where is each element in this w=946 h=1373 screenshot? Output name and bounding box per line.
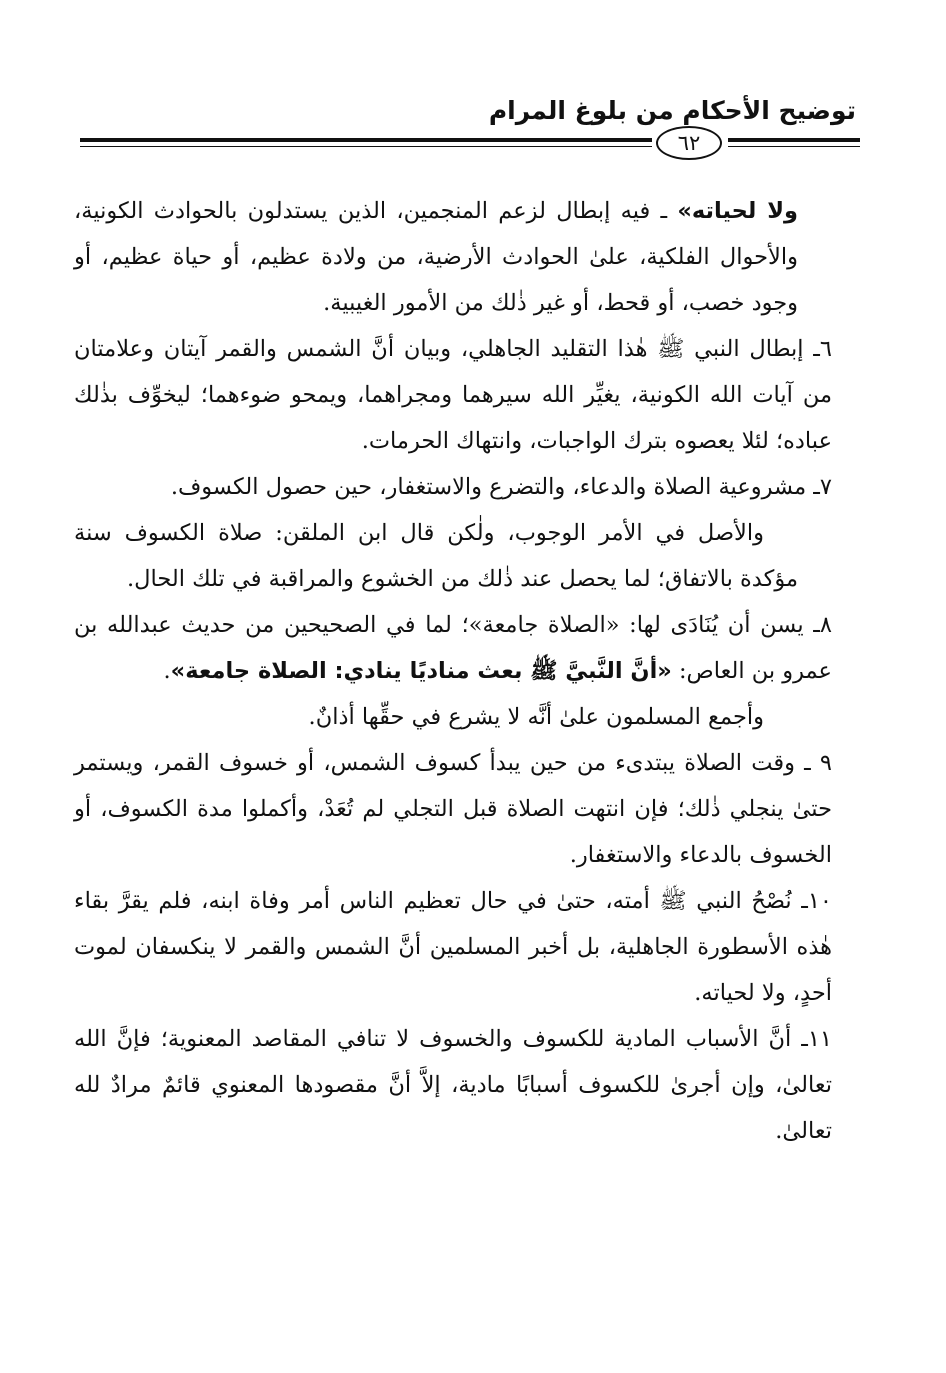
header-rule-thick-left bbox=[80, 138, 652, 142]
page-header bbox=[80, 96, 860, 166]
header-rule-thin-right bbox=[728, 146, 860, 147]
list-item-6: ٦ـ إبطال النبي ﷺ هٰذا التقليد الجاهلي، وبيان أنَّ الشمس والقمر آيتان وعلامتان من آيات الله الكونية، يغيِّر الله سيرهما ومجراهما، ويمحو ضوءهما؛ ليخوِّف بذٰلك عباده؛ لئلا يعصوه بترك الواجبات، وانتهاك الحرمات. bbox=[74, 336, 832, 454]
list-item-8 bbox=[74, 602, 832, 694]
page-number: ٦٢ bbox=[656, 126, 722, 160]
paragraph-continuation bbox=[74, 188, 832, 326]
list-item-9: ٩ ـ وقت الصلاة يبتدىء من حين يبدأ كسوف الشمس، أو خسوف القمر، ويستمر حتىٰ ينجلي ذٰلك؛ فإن انتهت الصلاة قبل التجلي لم تُعَدْ، وأكملوا مدة الكسوف، أو الخسوف بالدعاء والاستغفار. bbox=[74, 750, 832, 868]
bold-quote-end: ولا لحياته» bbox=[677, 198, 798, 224]
paragraph-text: ٨ـ يسن أن يُنَادَى لها: «الصلاة جامعة»؛ لما في الصحيحين من حديث عبدالله بن عمرو بن العاص: bbox=[74, 612, 832, 684]
hadith-quote: «أنَّ النَّبيَّ ﷺ بعث مناديًا ينادي: الصلاة جامعة» bbox=[170, 658, 672, 684]
list-item-11: ١١ـ أنَّ الأسباب المادية للكسوف والخسوف لا تنافي المقاصد المعنوية؛ فإنَّ الله تعالىٰ، وإن أجرىٰ للكسوف أسبابًا مادية، إلاَّ أنَّ مقصودها المعنوي قائمٌ مرادٌ لله تعالىٰ. bbox=[74, 1026, 832, 1144]
paragraph-note-adhan: وأجمع المسلمون علىٰ أنَّه لا يشرع في حقِّها أذانٌ. bbox=[308, 704, 764, 730]
header-rule-thin-left bbox=[80, 146, 652, 147]
paragraph-note-obligation: والأصل في الأمر الوجوب، ولٰكن قال ابن الملقن: صلاة الكسوف سنة مؤكدة بالاتفاق؛ لما يحصل عند ذٰلك من الخشوع والمراقبة في تلك الحال. bbox=[74, 520, 798, 592]
page-body bbox=[74, 188, 832, 1154]
sentence-end: . bbox=[163, 658, 171, 684]
paragraph-text: ـ فيه إبطال لزعم المنجمين، الذين يستدلون بالحوادث الكونية، والأحوال الفلكية، علىٰ الحوادث الأرضية، من ولادة عظيم، أو حياة عظيم، أو وجود خصب، أو قحط، أو غير ذٰلك من الأمور الغيبية. bbox=[74, 198, 798, 316]
list-item-10: ١٠ـ نُصْحُ النبي ﷺ أمته، حتىٰ في حال تعظيم الناس أمر وفاة ابنه، فلم يقرَّ بقاء هٰذه الأسطورة الجاهلية، بل أخبر المسلمين أنَّ الشمس والقمر لا ينكسفان لموت أحدٍ، ولا لحياته. bbox=[74, 888, 832, 1006]
book-title: توضيح الأحكام من بلوغ المرام bbox=[488, 96, 856, 125]
header-rule-thick-right bbox=[728, 138, 860, 142]
list-item-7: ٧ـ مشروعية الصلاة والدعاء، والتضرع والاستغفار، حين حصول الكسوف. bbox=[170, 474, 832, 500]
